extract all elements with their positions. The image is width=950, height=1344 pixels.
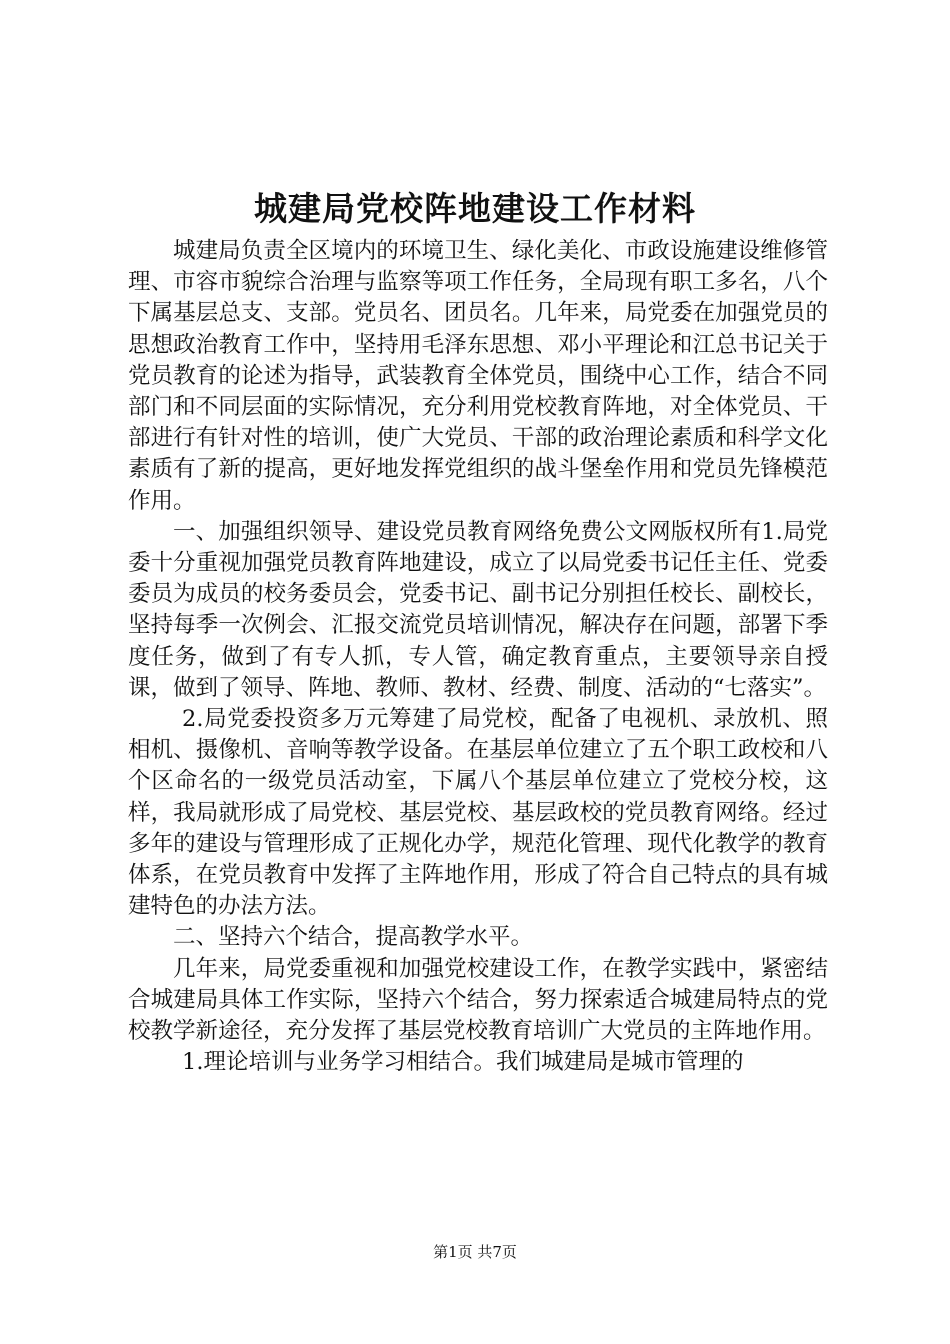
document-body bbox=[128, 236, 828, 1078]
paragraph-section-two-heading: 二、坚持六个结合，提高教学水平。 bbox=[173, 924, 534, 951]
paragraph-item-one: 1.理论培训与业务学习相结合。我们城建局是城市管理的 bbox=[182, 1049, 744, 1076]
page-number-footer: 第1页 共7页 bbox=[433, 1243, 517, 1261]
paragraph-section-one: 一、加强组织领导、建设党员教育网络免费公文网版权所有1.局党委十分重视加强党员教育阵地建设，成立了以局党委书记任主任、党委委员为成员的校务委员会，党委书记、副书记分别担任校长、副校长，坚持每季一次例会、汇报交流党员培训情况，解决存在问题，部署下季度任务，做到了有专人抓，专人管，确定教育重点，主要领导亲自授课，做到了领导、阵地、教师、教材、经费、制度、活动的“七落实”。 bbox=[128, 518, 828, 701]
paragraph-item-two: 2.局党委投资多万元筹建了局党校，配备了电视机、录放机、照相机、摄像机、音响等教学设备。在基层单位建立了五个职工政校和八个区命名的一级党员活动室，下属八个基层单位建立了党校分校，这样，我局就形成了局党校、基层党校、基层政校的党员教育网络。经过多年的建设与管理形成了正规化办学，规范化管理、现代化教学的教育体系，在党员教育中发挥了主阵地作用，形成了符合自己特点的具有城建特色的办法方法。 bbox=[128, 706, 828, 920]
document-title: 城建局党校阵地建设工作材料 bbox=[254, 189, 696, 228]
paragraph-intro: 城建局负责全区境内的环境卫生、绿化美化、市政设施建设维修管理、市容市貌综合治理与监察等项工作任务，全局现有职工多名，八个下属基层总支、支部。党员名、团员名。几年来，局党委在加强党员的思想政治教育工作中，坚持用毛泽东思想、邓小平理论和江总书记关于党员教育的论述为指导，武装教育全体党员，围绕中心工作，结合不同部门和不同层面的实际情况，充分利用党校教育阵地，对全体党员、干部进行有针对性的培训，使广大党员、干部的政治理论素质和科学文化素质有了新的提高，更好地发挥党组织的战斗堡垒作用和党员先锋模范作用。 bbox=[128, 238, 828, 514]
paragraph-section-two-intro: 几年来，局党委重视和加强党校建设工作，在教学实践中，紧密结合城建局具体工作实际，坚持六个结合，努力探索适合城建局特点的党校教学新途径，充分发挥了基层党校教育培训广大党员的主阵地作用。 bbox=[128, 955, 828, 1045]
